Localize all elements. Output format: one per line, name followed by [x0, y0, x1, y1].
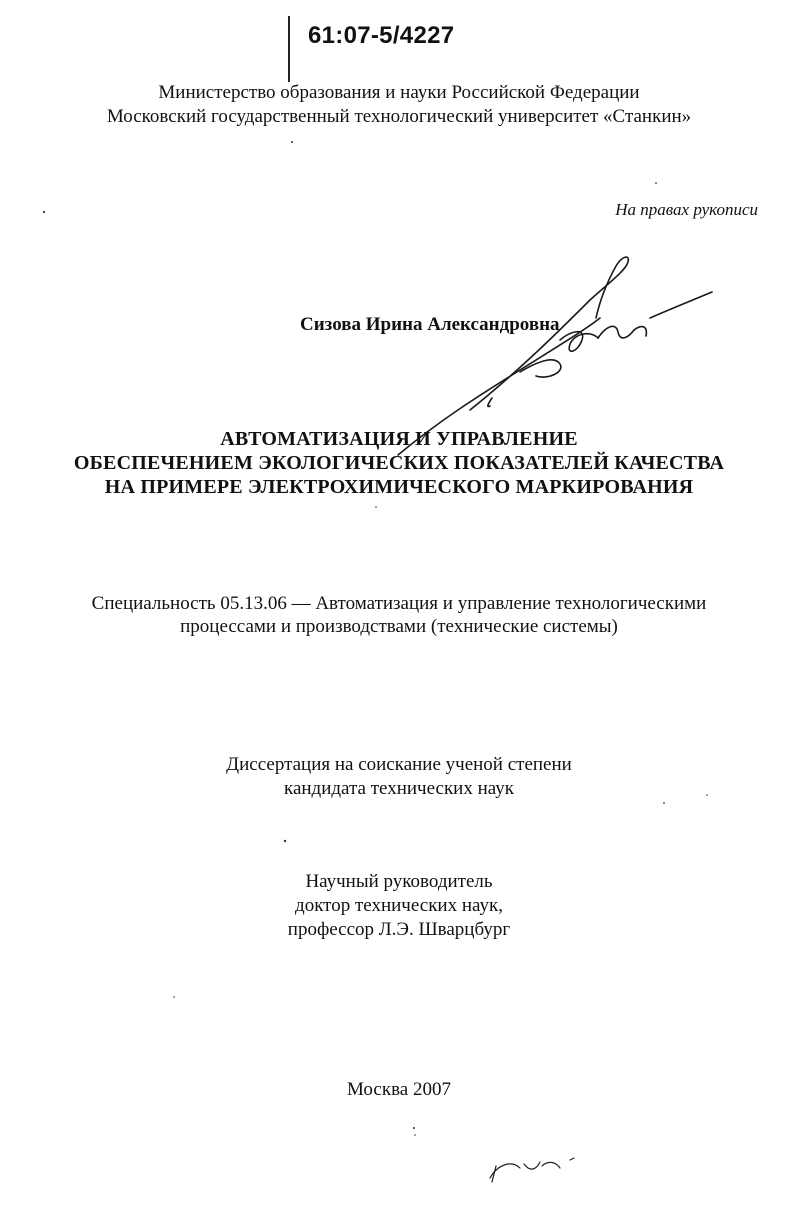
specialty-line-1: Специальность 05.13.06 — Автоматизация и управление технологическими	[91, 593, 707, 614]
supervisor-line-2: доктор технических наук,	[295, 895, 503, 916]
title-line-2: ОБЕСПЕЧЕНИЕМ ЭКОЛОГИЧЕСКИХ ПОКАЗАТЕЛЕЙ КАЧЕСТВА	[73, 452, 725, 474]
university-line: Московский государственный технологический университет «Станкин»	[106, 106, 692, 127]
degree-line-2: кандидата технических наук	[284, 778, 514, 799]
stamp-rule	[288, 16, 290, 82]
bottom-ink-mark	[490, 1158, 574, 1182]
scan-specks	[43, 141, 708, 1136]
signature	[398, 257, 712, 455]
degree-line-1: Диссертация на соискание ученой степени	[226, 754, 572, 775]
manuscript-note: На правах рукописи	[615, 200, 758, 219]
city-year: Москва 2007	[347, 1079, 451, 1100]
author-name: Сизова Ирина Александровна	[300, 314, 560, 335]
supervisor-line-3: профессор Л.Э. Шварцбург	[287, 919, 511, 940]
title-line-3: НА ПРИМЕРЕ ЭЛЕКТРОХИМИЧЕСКОГО МАРКИРОВАНИЯ	[104, 476, 694, 498]
supervisor-line-1: Научный руководитель	[305, 871, 493, 892]
ministry-line: Министерство образования и науки Российской Федерации	[158, 82, 640, 103]
archive-stamp: 61:07-5/4227	[308, 22, 455, 49]
title-line-1: АВТОМАТИЗАЦИЯ И УПРАВЛЕНИЕ	[220, 428, 578, 450]
specialty-line-2: процессами и производствами (технические системы)	[180, 616, 618, 637]
